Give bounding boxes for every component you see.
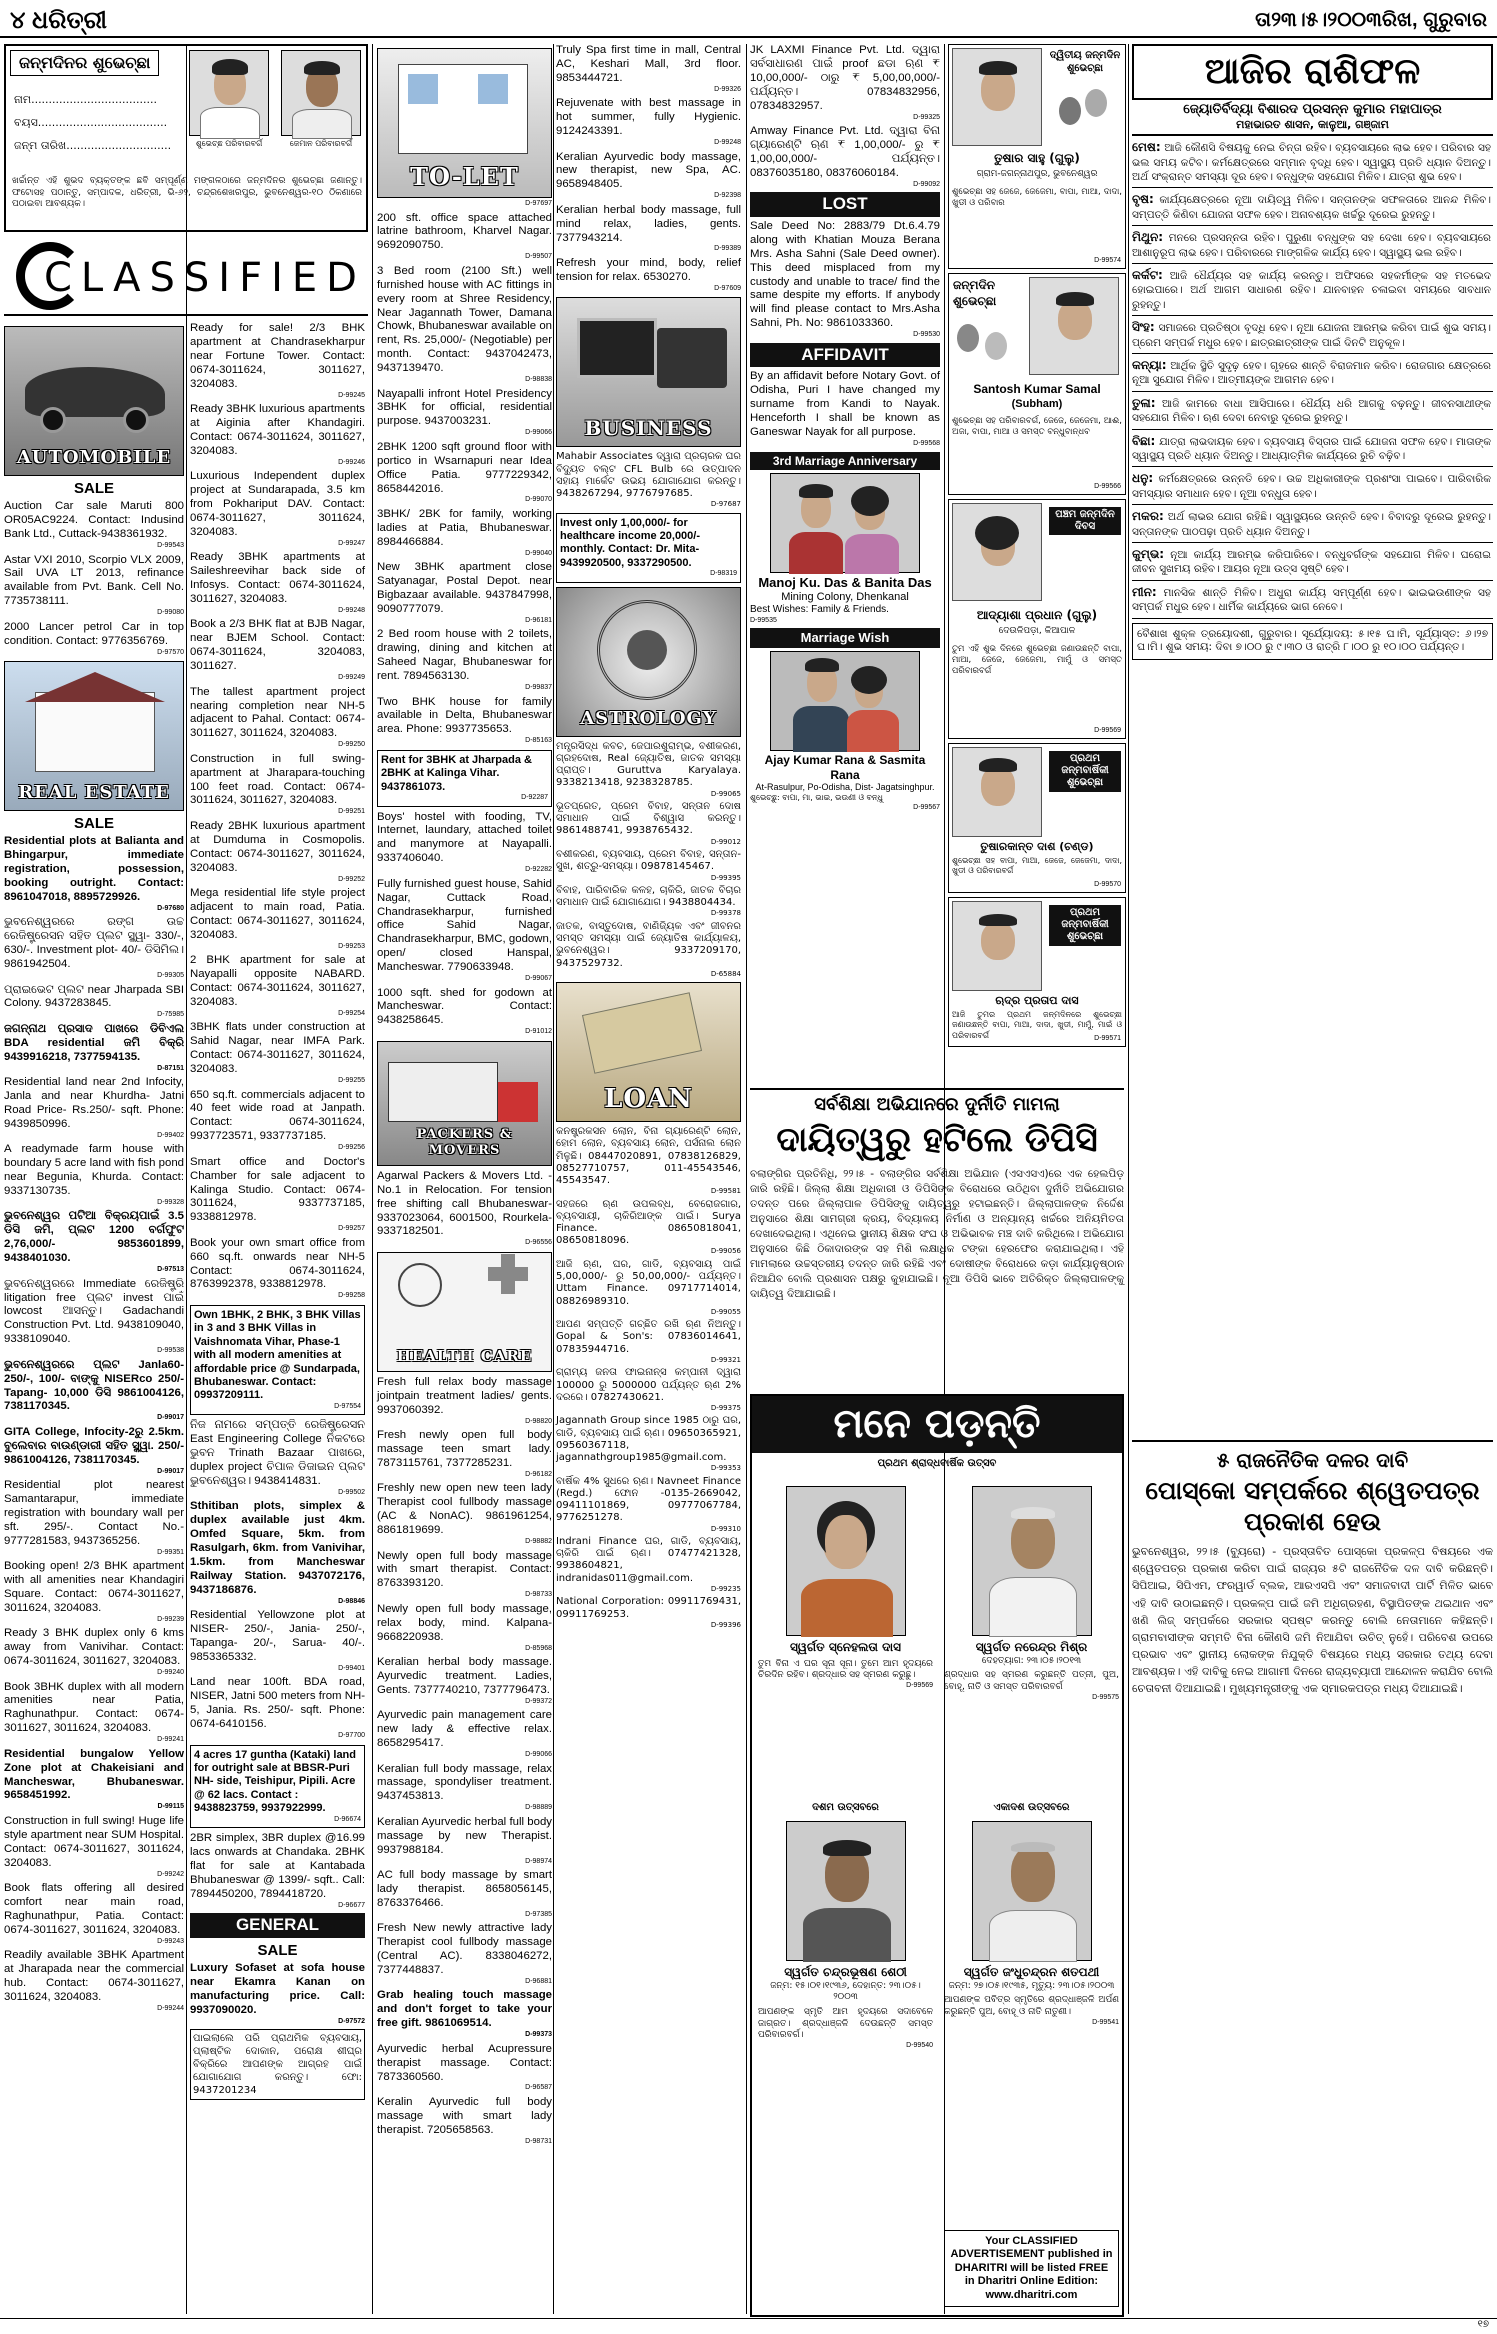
anniversary-code: D-99535 [750, 616, 777, 624]
column-3: TO-LET D-97697 200 sft. office space attached latrine bathroom, Kharvel Nagar. 9692090750. D-99507 3 Bed room (2100 Sft.) well furnished house with AC fittings in every room at Shree Residency, Near Jagannath Tower, Damana Chowk, Bhubaneswar available on rent, Rs. 25,000/- (Negotiable) per month. Contact: 9437042473, 9437139470. D-98838 Nayapalli infront Hotel Presidency 3BHK for official, residential purpose. 9437003231. D-99066 2BHK 1200 sqft ground floor with portico in Wsarnapuri near Idea Office Patia. 9777229342, 8658442016. D-99070 3BHK/ 2BK for family, working ladies at Patia, Bhubaneswar. 8984466884. D-99040 New 3BHK apartment close Satyanagar, Postal Depot. near Bigbazaar available. 9437847998, 9090777079. D-96181 2 Bed room house with 2 toilets, drawing, dining and kitchen at Saheed Nagar, Bhubaneswar for rent. 7894563130. D-99837 Two BHK house for family available in Delta, Bhubaneswar area. Phone: 9937735653. D-85163 Rent for 3BHK at Jharpada & 2BHK at Kalinga Vihar. 9437861073. D-92287 Boys' hostel with fooding, TV, Internet, laundary, attached toilet and manymore at Nayapalli. 9337406040. D-92282 Fully furnished guest house, Sahid Nagar, Cuttack Road, Chandrasekharpur, furnished office Sahid Nagar, Chandrasekharpur, BMC, godown, open/ closed Hanspal, Mancheswar. 7790633948. D-99067 1000 sqft. shed for godown at Mancheswar. Contact: 9438258645. D-91012 PACKERS & MOVERS Agarwal Packers & Movers Ltd. - No.1 in Relocation. For tension free shifting call Bhubaneswar- 9337023064, 6001500, Rourkela- 9337182501. D-96556 HEALTH CARE Fresh full relax body massage jointpain treatment ladies/ gents. 9937060392. D-98820 Fresh newly open full body massage teen smart lady. 7873115761, 7377285231. D-96182 Freshly new open new teen lady Therapist cool fullbody massage (AC & NonAC). 9861961254, 8861819699. D-98882 Newly open full body massage with smart therapist. Contact: 8763393120. D-98733 Newly open full body massage, relax body, mind. Kalpana- 9668220938. D-85968 Keralian herbal body massage. Ayurvedic treatment. Ladies, Gents. 7377740210, 7377796473. D-99372 Ayurvedic pain management care new lady & effective relax. 8658295417. D-99066 Keralian full body massage, relax massage, spondyliser treatment. 9437453813. D-98889 Keralian Ayurvedic herbal full body massage by new Therapist. 9937988184. D-98974 AC full body massage by smart lady therapist. 8658056145, 8763376466. D-97385 Fresh New newly attractive lady Therapist cool fullbody massage (Central AC). 8338046272, 7377448837. D-96881 Grab healing touch massage and don't forget to take your free gift. 9861069514. D-99373 Ayurvedic herbal Acupressure therapist massage. Contact: 7873360560. D-96587 Keralin Ayurvedic full body massage with smart lady therapist. 7205658563. D-98731 [377, 44, 552, 2317]
memorial-person-1: ସ୍ୱର୍ଗତ ସ୍ନେହଲତା ଦାସ ତୁମ ବିନା ଏ ଘର ସୂନା ସୂନା। ତୁମେ ଆମ ହୃଦୟରେ ଚିରଦିନ ରହିବ। ଶ୍ରଦ୍ଧାର ସହ ସ୍ମରଣ କରୁଛୁ। D-99569 [758, 1486, 933, 1776]
news-story-2 [1132, 1440, 1493, 2317]
birthday-form-note: ଖର୍ଚ୍ଚାନ୍ତ ଏହି ଶୁଭଦ ବ୍ୟକ୍ତଙ୍କ ଛବି ସମ୍ପୂର୍ଣ୍ଣ ମଙ୍ଗଳଠାରେ ଜନ୍ମଦିନର ଶୁଭେଚ୍ଛା ଜଣାନ୍ତୁ। ଫଟୋସହ ପଠାନ୍ତୁ, ସମ୍ପାଦକ, ଧରିତ୍ରୀ, ଭି-୬୨, ଚନ୍ଦ୍ରଶେଖରପୁର, ଭୁବନେଶ୍ୱର-୧୦ ଠିକଣାରେ ପଠାଇବା ଆବଶ୍ୟକ। [12, 176, 362, 210]
page-number-masthead: ୪ ଧରିତ୍ରୀ [10, 7, 108, 34]
classified-ad: Smart office and Doctor's Chamber for sale adjacent to Kalinga Studio. Contact: 0674-3011624, 9337737185, 9338812978. D-99257 [190, 1155, 365, 1233]
marriage-wish-names: Ajay Kumar Rana & Sasmita Rana [764, 753, 926, 782]
classified-ad: Fresh newly open full body massage teen smart lady. 7873115761, 7377285231. D-96182 [377, 1429, 552, 1478]
memorial-person-4: ସ୍ୱର୍ଗତ ଜଂଧୁଚନ୍ଦ୍ରନ ଶତପଥୀ ଜନ୍ମ: ୨୭।୦୫।୧୯୩୫, ମୃତ୍ୟୁ: ୨୩।୦୫।୨୦୦୩ ଆପଣଙ୍କ ପବିତ୍ର ସ୍ମୃତିରେ ଶ୍ରଦ୍ଧାଞ୍ଜଳି ଅର୍ପଣ କରୁଛନ୍ତି ପୁଅ, ବୋହୂ ଓ ନାତି ନାତୁଣୀ। D-99541 [944, 1821, 1119, 2121]
column-rule [1128, 44, 1129, 2314]
classified-ad: Residential plots at Balianta and Bhingarpur, immediate registration, possession, booking outright. Contact: 8961047018, 8895729926. D-97680 [4, 835, 184, 912]
classified-ad: Book your own smart office from 660 sq.ft. onwards near NH-5 Contact: 0674-3011624, 8763992378, 9338812978. D-99258 [190, 1236, 365, 1300]
lost-bar: LOST [750, 192, 940, 217]
classified-ad: Amway Finance Pvt. Ltd. ଦ୍ୱାରା ବିନା ଗ୍ୟାରେଣ୍ଟି ଋଣ ₹ 1,00,000/- ରୁ ₹ 1,00,00,000/- ପର୍ଯ୍ୟନ୍ତ। 08376035180, 08376060184. D-99092 [750, 125, 940, 188]
classified-ad: Keralian full body massage, relax massage, spondyliser treatment. 9437453813. D-98889 [377, 1762, 552, 1812]
panjika-box: ବୈଶାଖ ଶୁକ୍ଳ ତ୍ରୟୋଦଶୀ, ଗୁରୁବାର। ସୂର୍ଯ୍ୟୋଦୟ: ୫।୧୫ ଘ।ମି, ସୂର୍ଯ୍ୟାସ୍ତ: ୬।୨୭ ଘ।ମି। ଶୁଭ ସମୟ: ଦିବା ୭।୦୦ ରୁ ୯।୩୦ ଓ ରାତ୍ରି ୮।୦୦ ରୁ ୧୦।୦୦ ପର୍ଯ୍ୟନ୍ତ। [1132, 623, 1493, 660]
classified-ad: Ayurvedic herbal Acupressure therapist massage. Contact: 7873360560. D-96587 [377, 2042, 552, 2092]
classified-ad: 2 BHK apartment for sale at Nayapalli opposite NABARD. Contact: 0674-3011624, 3011627, 3204083. D-99254 [190, 954, 365, 1017]
birthday-form [4, 44, 368, 232]
general-bar: GENERAL [190, 1913, 365, 1938]
birthday-ad-4: ପ୍ରଥମ ଜନ୍ମବାର୍ଷିକୀ ଶୁଭେଚ୍ଛା ତୁଷାରକାନ୍ତ ଦାଶ (ଚଣ୍ଡ) ଶୁଭେଚ୍ଛା ସହ ବାପା, ମାଆ, ଜେଜେ, ଜେଜେମା, ଦାଦା, ଖୁଡୀ ଓ ପରିବାରବର୍ଗ D-99570 [948, 743, 1126, 893]
anniversary-photo [770, 473, 920, 573]
classified-ad: 200 sft. office space attached latrine bathroom, Kharvel Nagar. 9692090750. D-99507 [377, 211, 552, 261]
birthday-form-title: ଜନ୍ମଦିନର ଶୁଭେଚ୍ଛା [10, 50, 159, 76]
horoscope-sign: ମିଥୁନ: ମନରେ ପ୍ରସନ୍ନତା ରହିବ। ପୁରୁଣା ବନ୍ଧୁଙ୍କ ସହ ଦେଖା ହେବ। ବ୍ୟବସାୟରେ ଆଶାନୁରୂପ ଲାଭ ହେବ। ପରିବାରରେ ମାଙ୍ଗଳିକ କାର୍ଯ୍ୟ ହେବ। ସ୍ୱାସ୍ଥ୍ୟ ଭଲ ରହିବ। [1132, 226, 1493, 264]
classified-ad: 2BHK 1200 sqft ground floor with portico in Wsarnapuri near Idea Office Patia. 9777229342, 8658442016. D-99070 [377, 440, 552, 504]
classified-logo-text: CLASSIFIED [44, 255, 366, 301]
general-odia-ad: ପାଇଲାଲେ ପରି ପ୍ରାଥମିକ ବ୍ୟବସାୟ, ପ୍ଲାଷ୍ଟିକ ଦୋକାନ, ପରୋକ୍ଷ ଶୀଘ୍ର ବିକ୍ରିରେ ଆପଣଙ୍କ ଆଗ୍ରହ ପାଇଁ ଯୋଗାଯୋଗ କରନ୍ତୁ। ଫୋ: 9437201234 [190, 2029, 365, 2100]
classified-ad: Residential land near 2nd Infocity, Janla and near Khurdha- Jatni Road Price- Rs.250/- sqft. Phone: 9439850996. D-99402 [4, 1076, 184, 1139]
horoscope-sign: କୁମ୍ଭ: ନୂଆ କାର୍ଯ୍ୟ ଆରମ୍ଭ କରିପାରିବେ। ବନ୍ଧୁବର୍ଗଙ୍କ ସହଯୋଗ ମିଳିବ। ଘରୋଇ ଜୀବନ ସୁଖମୟ ରହିବ। ଆୟର ନୂଆ ଉତ୍ସ ସୃଷ୍ଟି ହେବ। [1132, 543, 1493, 581]
classified-ad: Grab healing touch massage and don't forget to take your free gift. 9861069514. D-99373 [377, 1989, 552, 2039]
classified-ad: 2BR simplex, 3BR duplex @16.99 lacs onwards at Chandaka. 2BHK flat for sale at Kantabada Bhubaneswar @ 1399/- sqft.. Call: 7894450200, 7894418720. D-96677 [190, 1832, 365, 1909]
form-photo-1 [189, 50, 269, 136]
classified-ad: ପ୍ରାଇଭେଟ ପ୍ଲଟ near Jharpada SBI Colony. 9437283845. D-75985 [4, 983, 184, 1019]
classified-ad: 1000 sqft. shed for godown at Mancheswar. Contact: 9438258645. D-91012 [377, 986, 552, 1036]
birthday-ad-1: ଦ୍ୱିତୀୟ ଜନ୍ମଦିନ ଶୁଭେଚ୍ଛା ତୁଷାର ସାହୁ (ଗୁଲୁ) ଗ୍ରାମ-ଜଗନ୍ନାଥପୁର, ଭୁବନେଶ୍ୱର ଶୁଭେଚ୍ଛା ସହ ଜେଜେ, ଜେଜେମା, ବାପା, ମାଆ, ଦାଦା, ଖୁଡୀ ଓ ପରିବାର D-99574 [948, 44, 1126, 269]
marriage-wish-code: D-99567 [913, 803, 940, 811]
news1-body: ବଲାଙ୍ଗିର ପ୍ରତିନିଧି, ୨୨।୫ - ବଲାଙ୍ଗିର ସର୍ବଶିକ୍ଷା ଅଭିଯାନ (ଏସଏସଏ)ରେ ଏକ ହେଲପିଡ଼ ଜାରି ରହିଛି। ଜିଲ୍ଲା ଶିକ୍ଷା ଅଧିକାରୀ ଓ ଡିପିସିଙ୍କ ବିରୋଧରେ ଉଠିଥିବା ଦୁର୍ନୀତି ଅଭିଯୋଗର ତଦନ୍ତ ପରେ ଜିଲ୍ଲାପାଳ ଡିପିସିଙ୍କୁ ଦାୟିତ୍ୱରୁ ହଟାଇଛନ୍ତି। ଜିଲ୍ଲାପାଳଙ୍କ ନିର୍ଦ୍ଦେଶ ଅନୁସାରେ ଶିକ୍ଷା ସାମଗ୍ରୀ କ୍ରୟ, ବିଦ୍ୟାଳୟ ନିର୍ମାଣ ଓ ଅନ୍ୟାନ୍ୟ ଖର୍ଚ୍ଚରେ ଅନିୟମିତତା ଦେଖାଦେଇଥିଲା। ଏଥିନେଇ ସ୍ଥାନୀୟ ଶିକ୍ଷକ ସଂଘ ଓ ଅଭିଭାବକ ମଞ୍ଚ ଦାବି କରିଥିଲେ। ଅଭିଯୋଗ ଅନୁସାରେ କିଛି ଠିକାଦାରଙ୍କ ସହ ମିଶି ଲକ୍ଷାଧିକ ଟଙ୍କା ହେରଫେର କରାଯାଇଥିଲା। ଏହି ମାମଲାରେ ଉଚ୍ଚସ୍ତରୀୟ ତଦନ୍ତ ଜାରି ରହିଛି ଏବଂ ଦୋଷୀଙ୍କ ବିରୋଧରେ କଡ଼ା କାର୍ଯ୍ୟାନୁଷ୍ଠାନ ନିଆଯିବ ବୋଲି ପ୍ରଶାସନ ପକ୍ଷରୁ କୁହାଯାଇଛି। ନୂଆ ଡିପିସି ଭାବେ ଅତିରିକ୍ତ ଜିଲ୍ଲାପାଳଙ୍କୁ ଦାୟିତ୍ୱ ଦିଆଯାଇଛି। [750, 1168, 1124, 1300]
horoscope-byline: ଜ୍ୟୋତିର୍ବିଦ୍ୟା ବିଶାରଦ ପ୍ରସନ୍ନ କୁମାର ମହାପାତ୍ର ମହାଭାରତ ଶାସନ, କାଳୁଆ, ଗଞ୍ଜାମ [1132, 102, 1493, 136]
classified-ad: Residential plot nearest Samantarapur, immediate registration with boundary wall per sft. 295/-. Contact No.- 9777281583, 9437365256. D-99351 [4, 1479, 184, 1556]
classified-ad: GITA College, Infocity-2ରୁ 2.5km. ବୁଲେବାର ବାଉଣ୍ଡାରୀ ସହିତ ସ୍କ୍ୱା. 250/- 9861004126, 7381170345. D-99017 [4, 1425, 184, 1475]
classified-ad: ନିଜ ନାମରେ ସମ୍ପତ୍ତି ରେଜିଷ୍ଟ୍ରେସନ East Engineering College ନିକଟରେ ଭୁବନ Trinath Bazaar ପାଖରେ, duplex project ଚିପାଳ ଡିଜାଇନ ପ୍ଲଟ ଭୁବନେଶ୍ୱର। 9438414831. D-99502 [190, 1419, 365, 1496]
column-rule [372, 44, 373, 2314]
classified-ad: Two BHK house for family available in Delta, Bhubaneswar area. Phone: 9937735653. D-85163 [377, 695, 552, 745]
astrology-banner [556, 587, 741, 737]
general-sale-heading: SALE [257, 1941, 298, 1959]
packers-label: PACKERS & MOVERS [416, 1127, 513, 1158]
classified-ad: Rejuvenate with best massage in hot summer, fully Hygienic. 9124243391. D-99248 [556, 97, 741, 146]
to-let-label: TO-LET [410, 161, 519, 191]
classified-ad: A readymade farm house with boundary 5 acre land with fish pond near Begunia, Khurda. Contact: 9337130735. D-99328 [4, 1143, 184, 1206]
form-photo-2 [281, 50, 361, 136]
column-5 [750, 44, 940, 1084]
news-story-1 [750, 1088, 1124, 1388]
classified-ad: Book flats offering all desired comfort near main road, Raghunathpur, Patia. Contact: 0674-3011627, 3011624, 3204083. D-99243 [4, 1882, 184, 1945]
horoscope-sign: ତୁଳା: ଆଜି କାମରେ ବାଧା ଆସିପାରେ। ଧୈର୍ଯ୍ୟ ଧରି ଆଗକୁ ବଢ଼ନ୍ତୁ। ଜୀବନସାଥୀଙ୍କ ସହଯୋଗ ମିଳିବ। ଋଣ ଦେବା ନେବାରୁ ଦୂରେଇ ରୁହନ୍ତୁ। [1132, 392, 1493, 430]
classified-ad: 650 sq.ft. commercials adjacent to 40 feet wide road at Janpath. Contact: 0674-3011624, 9937723571, 9337737185. D-99256 [190, 1088, 365, 1152]
real-estate-banner [4, 661, 184, 811]
classified-ad: Booking open! 2/3 BHK apartment with all amenities near Khandagiri Square. Contact: 0674-3011627, 3011624, 3204083. D-99239 [4, 1560, 184, 1623]
news2-body: ଭୁବନେଶ୍ୱର, ୨୨।୫ (ବ୍ୟୁରୋ) - ପ୍ରସ୍ତାବିତ ପୋସ୍କୋ ପ୍ରକଳ୍ପ ବିଷୟରେ ଏକ ଶ୍ୱେତପତ୍ର ପ୍ରକାଶ କରିବା ପାଇଁ ରାଜ୍ୟର ୫ଟି ରାଜନୈତିକ ଦଳ ଦାବି କରିଛନ୍ତି। ସିପିଆଇ, ସିପିଏମ, ଫରୱାର୍ଡ ବ୍ଲକ, ଆରଏସପି ଏବଂ ସମାଜବାଦୀ ପାର୍ଟି ମିଳିତ ଭାବେ ଏହି ଦାବି ଉଠାଇଛନ୍ତି। ପ୍ରକଳ୍ପ ପାଇଁ ଜମି ଅଧିଗ୍ରହଣ, ବିସ୍ଥାପିତଙ୍କ ଥଇଥାନ ଏବଂ ଖଣି ଲିଜ୍ ସମ୍ପର୍କରେ ସରକାର ସ୍ପଷ୍ଟ କରନ୍ତୁ ବୋଲି ନେତାମାନେ କହିଛନ୍ତି। ଗ୍ରାମବାସୀଙ୍କ ସମ୍ମତି ବିନା କୌଣସି ଜମି ନିଆଯିବା ଉଚିତ୍ ନୁହେଁ। ପରିବେଶ ଉପରେ ପ୍ରଭାବ ଏବଂ ସ୍ଥାନୀୟ ଲୋକଙ୍କ ନିଯୁକ୍ତି ବିଷୟରେ ମଧ୍ୟ ସରକାର ତଥ୍ୟ ଦେବା ଆବଶ୍ୟକ। ଏହି ଦାବିକୁ ନେଇ ଆଗାମୀ ଦିନରେ ରାଜ୍ୟବ୍ୟାପୀ ଆନ୍ଦୋଳନ କରାଯିବ ବୋଲି ଚେତାବନୀ ଦିଆଯାଇଛି। ମୁଖ୍ୟମନ୍ତ୍ରୀଙ୍କୁ ଏକ ସ୍ମାରକପତ୍ର ମଧ୍ୟ ଦିଆଯାଇଛି। [1132, 1545, 1493, 1695]
classified-ad: Ready 3BHK luxurious apartments at Aiginia after Khandagiri. Contact: 0674-3011624, 3011627, 3204083. D-99246 [190, 403, 365, 466]
classified-ad: Truly Spa first time in mall, Central AC, Keshari Mall, 3rd floor. 9853444721. D-99326 [556, 44, 741, 93]
classified-ad: Agarwal Packers & Movers Ltd. - No.1 in Relocation. For tension free shifting call Bhubaneswar- 9337023064, 6001500, Rourkela- 9337182501. D-96556 [377, 1169, 552, 1247]
classified-ad: Mahabir Associates ଦ୍ୱାରା ପ୍ରଚାରକ ଘର ବିଦ୍ୟୁତ ବଲ୍ଟ CFL Bulb ରେ ଉତ୍ପାଦନ ସହାୟ ମାର୍କେଟ ଉଭୟ ଯୋଗାଯୋଗ କରନ୍ତୁ। 9438267294, 9776797685. D-97687 [556, 451, 741, 509]
anniversary-names: Manoj Ku. Das & Banita Das [758, 575, 932, 591]
horoscope-sign: କର୍କଟ: ଆଜି ଧୈର୍ଯ୍ୟର ସହ କାର୍ଯ୍ୟ କରନ୍ତୁ। ଅଫିସରେ ସହକର୍ମୀଙ୍କ ସହ ମତଭେଦ ହୋଇପାରେ। ଅର୍ଥ ଆଗମ ସାଧାରଣ ରହିବ। ଯାନବାହନ ଚଳାଇବା ସମୟରେ ସାବଧାନ ରୁହନ୍ତୁ। [1132, 264, 1493, 316]
health-banner [377, 1252, 552, 1372]
column-rule [553, 44, 554, 2314]
memorial-person-3: ସ୍ୱର୍ଗତ ଚନ୍ଦ୍ରଭୂଷଣ ଶେଠୀ ଜନ୍ମ: ୧୫।୦୧।୧୯୩୬, ଦେହାନ୍ତ: ୨୩।୦୫।୨୦୦୩ ଆପଣଙ୍କ ସ୍ମୃତି ଆମ ହୃଦୟରେ ସଦାବେଳେ ଜାଗ୍ରତ। ଶ୍ରଦ୍ଧାଞ୍ଜଳି ଦେଉଛନ୍ତି ସମସ୍ତ ପରିବାରବର୍ଗ। D-99540 [758, 1821, 933, 2121]
news1-headline: ଦାୟିତ୍ୱରୁ ହଟିଲେ ଡିପିସି [776, 1119, 1098, 1160]
classified-ad: Keralian herbal body massage, full mind relax, ladies, gents. 7377943214. D-99389 [556, 203, 741, 253]
column-4 [556, 44, 741, 1629]
anniversary-bar: 3rd Marriage Anniversary [750, 452, 940, 471]
classified-ad: Luxurious Independent duplex project at Sundarapada, 3.5 km from Pokhariput DAV. Contact: 0674-3011627, 3011624, 3204083. D-99247 [190, 470, 365, 547]
horoscope-sign: ମୀନ: ମାନସିକ ଶାନ୍ତି ମିଳିବ। ଅଧୁରା କାର୍ଯ୍ୟ ସମ୍ପୂର୍ଣ୍ଣ ହେବ। ଭାଇଭଉଣୀଙ୍କ ସହ ସମ୍ପର୍କ ମଧୁର ହେବ। ଧାର୍ମିକ କାର୍ଯ୍ୟରେ ଭାଗ ନେବେ। [1132, 581, 1493, 619]
birthday-ad-3: ପଞ୍ଚମ ଜନ୍ମଦିନ ଦିବସ ଆଦ୍ୟାଶା ପ୍ରଧାନ (ଗୁଲୁ) ଦେଉଳିପଡ଼ା, କିଆପାଳ ତୁମ ଏହି ଶୁଭ ଦିନରେ ଶୁଭେଚ୍ଛା ଜଣାଉଛନ୍ତି ବାପା, ମାଆ, ଜେଜେ, ଜେଜେମା, ମାମୁଁ ଓ ସମସ୍ତ ପରିବାରବର୍ଗ D-99569 [948, 499, 1126, 739]
classified-ad: Mega residential life style project adjacent to main road, Patia. Contact: 0674-3011627, 3011624, 3204083. D-99253 [190, 887, 365, 950]
invest-box-ad: Invest only 1,00,000/- for healthcare income 20,000/- monthly. Contact: Dr. Mita- 9439920500, 9337290500. D-98319 [556, 513, 741, 583]
form-field-age[interactable]: ବୟସ..................................... [14, 116, 168, 130]
birthday-ad-2: ଜନ୍ମଦିନ ଶୁଭେଚ୍ଛା Santosh Kumar Samal (Subham) ଶୁଭେଚ୍ଛା ସହ ପରିବାରବର୍ଗ, ଜେଜେ, ଜେଜେମା, ଆଈ, ଅଜା, ବାପା, ମାଆ ଓ ସମସ୍ତ ବନ୍ଧୁବାନ୍ଧବ D-99566 [948, 273, 1126, 495]
classified-ad: Keralin Ayurvedic full body massage with smart lady therapist. 7205658563. D-98731 [377, 2095, 552, 2145]
classified-ad: ବାର୍ଷିକ 4% ସୁଧରେ ଋଣ। Navneet Finance (Regd.) ଫୋନ -0135-2669042, 09411101869, 09777067784, 9776251278. D-99310 [556, 1475, 741, 1533]
classified-logo [4, 238, 368, 316]
classified-ad: Readily available 3BHK Apartment at Jharapada near the commercial hub. Contact: 0674-3011627, 3011624, 3204083. D-99244 [4, 1949, 184, 2012]
form-photo-2-caption: ଜେମାନ ପରିବାରବର୍ଗ [289, 139, 353, 148]
anniversary-place: Mining Colony, Dhenkanal [781, 591, 909, 604]
sale-heading: SALE [73, 480, 114, 497]
horoscope-sign: ଧନୁ: କର୍ମକ୍ଷେତ୍ରରେ ଉନ୍ନତି ହେବ। ଉଚ୍ଚ ଅଧିକାରୀଙ୍କ ପ୍ରଶଂସା ପାଇବେ। ପାରିବାରିକ ସମସ୍ୟାର ସମାଧାନ ହେବ। ନୂଆ ବନ୍ଧୁତା ହେବ। [1132, 467, 1493, 505]
classified-ad: Book a 2/3 BHK flat at BJB Nagar, near BJEM School. Contact: 0674-3011624, 3204083, 3011627. D-99249 [190, 618, 365, 682]
classified-ad: Ready 2BHK luxurious apartment at Dumduma in Cosmopolis. Contact: 0674-3011627, 3011624, 3204083. D-99252 [190, 819, 365, 883]
horoscope-sign: କନ୍ୟା: ଆର୍ଥିକ ସ୍ଥିତି ସୁଦୃଢ଼ ହେବ। ଗୃହରେ ଶାନ୍ତି ବିରାଜମାନ କରିବ। ରୋଜଗାର କ୍ଷେତ୍ରରେ ନୂଆ ସୁଯୋଗ ମିଳିବ। ଆତ୍ମୀୟଙ୍କ ଆଗମନ ହେବ। [1132, 354, 1493, 392]
classified-ad: କନଷ୍ଟ୍ରକସନ ଲୋନ, ବିନା ଗ୍ୟାରେଣ୍ଟି ଲୋନ, ହୋମ ଲୋନ, ବ୍ୟବସାୟ ଲୋନ, ପର୍ସନାଲ ଲୋନ ମିଳୁଛି। 08447020891, 07838126829, 08527710757, 011-45543546, 45543547. D-99581 [556, 1126, 741, 1196]
classified-ad: 3BHK/ 2BK for family, working ladies at Patia, Bhubaneswar. 8984466884. D-99040 [377, 507, 552, 557]
automobile-banner [4, 326, 184, 476]
classified-ad: Fresh full relax body massage jointpain treatment ladies/ gents. 9937060392. D-98820 [377, 1375, 552, 1425]
classified-ad: ଭୁବନେଶ୍ୱରରେ ରଙ୍ଗ ଉଚ୍ଚ ରେଜିଷ୍ଟ୍ରେସନ ସହିତ ପ୍ଲଟ ସ୍କ୍ୱା- 330/-, 630/-. Investment plot- 40/- ଡିସିମିଲ। 9861942504. D-99305 [4, 916, 184, 980]
marriage-wish-wishers: ଶୁଭେଚ୍ଛୁ: ବାପା, ମା, ଭାଇ, ଭଉଣୀ ଓ ବନ୍ଧୁ [750, 793, 883, 803]
classified-ad: ଗ୍ରାମ୍ୟ ଜନତା ଫାଇନାନ୍ସ କମ୍ପାନୀ ଦ୍ୱାରା 100000 ରୁ 5000000 ପର୍ଯ୍ୟନ୍ତ ଋଣ 2% ଦରରେ। 07827430621. D-99375 [556, 1367, 741, 1412]
real-estate-label: REAL ESTATE [18, 782, 170, 804]
classified-ad: ଆଜି ଋଣ, ଘର, ଗାଡି, ବ୍ୟବସାୟ ପାଇଁ 5,00,000/- ରୁ 50,00,000/- ପର୍ଯ୍ୟନ୍ତ। Uttam Finance. 09717714014, 08826989310. D-99055 [556, 1259, 741, 1316]
classified-ad: Freshly new open new teen lady Therapist cool fullbody massage (AC & NonAC). 9861961254, 8861819699. D-98882 [377, 1482, 552, 1545]
classified-ad: ଭୁବନେଶ୍ୱରରେ Immediate ରେଜିଷ୍ଟ୍ରି litigation free ପ୍ଲଟ invest ପାଇଁ lowcost ଆସନ୍ତୁ। Gadachandi Construction Pvt. Ltd. 9438109040, 9338109040. D-99538 [4, 1277, 184, 1355]
memorial-title: ମନେ ପଡ଼ନ୍ତି [752, 1396, 1122, 1453]
loan-label: LOAN [604, 1083, 693, 1114]
business-label: BUSINESS [584, 415, 713, 440]
classified-ad: ଜଗନ୍ନାଥ ପ୍ରସାଦ ପାଖରେ ଡିବିଏଲ BDA residential ଜମି ବିକ୍ରି 9439916218, 7377594135. D-87151 [4, 1022, 184, 1072]
horoscope-sign: ବିଛା: ଯାତ୍ରା ଲାଭଦାୟକ ହେବ। ବ୍ୟବସାୟ ବିସ୍ତାର ପାଇଁ ଯୋଜନା ସଫଳ ହେବ। ମାତାଙ୍କ ସ୍ୱାସ୍ଥ୍ୟ ପ୍ରତି ଧ୍ୟାନ ଦିଅନ୍ତୁ। ଆଧ୍ୟାତ୍ମିକ କାର୍ଯ୍ୟରେ ରୁଚି ବଢ଼ିବ। [1132, 430, 1493, 468]
classified-ad: ସହଜରେ ଋଣ ଉପଲବ୍ଧ, ବେରୋଜଗାର, ବ୍ୟବସାୟୀ, ଚାକିରିଆଙ୍କ ପାଇଁ। Surya Finance. 08650818041, 08650818096. D-99056 [556, 1198, 741, 1256]
horoscope-sign: ମେଷ: ଆଜି କୌଣସି ବିଷୟକୁ ନେଇ ଚିନ୍ତା ରହିବ। ବ୍ୟବସାୟରେ ଲାଭ ହେବ। ପରିବାର ସହ ଭଲ ସମୟ କଟିବ। କର୍ମକ୍ଷେତ୍ରରେ ସମ୍ମାନ ବୃଦ୍ଧି ହେବ। ସ୍ୱାସ୍ଥ୍ୟ ପ୍ରତି ଧ୍ୟାନ ଦିଅନ୍ତୁ। ଅର୍ଥ ସଂକ୍ରାନ୍ତ ସମସ୍ୟା ଦୂର ହେବ। ବନ୍ଧୁଙ୍କ ସହଯୋଗ ମିଳିବ। ଯାତ୍ରା ଶୁଭ ହେବ। [1132, 136, 1493, 188]
page-header [0, 0, 1497, 38]
horoscope-title: ଆଜିର ରାଶିଫଳ [1132, 44, 1493, 100]
lost-ad: Sale Deed No: 2883/79 Dt.6.4.79 along with Khatian Mouza Berana Mrs. Asha Sahni (Sale Deed owner). This deed misplaced from my custody and unable to trace/ find the same despite my efforts. If anybody will find please contact to Mrs.Asha Sahni, Ph. No: 9861033360. D-99530 [750, 219, 940, 339]
column-6 [948, 44, 1126, 1084]
classified-ad: 3 Bed room (2100 Sft.) well furnished house with AC fittings in every room at Shree Residency, Near Jagannath Tower, Damana Chowk, Bhubaneswar available on rent, Rs. 25,000/- (Negotiable) per month. Contact: 9437042473, 9437139470. D-98838 [377, 264, 552, 384]
classified-ad: ଭୁବନେଶ୍ୱର ପଟିଆ ବିକ୍ରୟପାଇଁ 3.5 ଡିସି ଜମି, ପ୍ଲଟ 1200 ବର୍ଗଫୁଟ 2,76,000/- 9853601899, 9438401030. D-97513 [4, 1210, 184, 1274]
classified-ad: Keralian herbal body massage. Ayurvedic treatment. Ladies, Gents. 7377740210, 7377796473. D-99372 [377, 1656, 552, 1705]
column-rule [746, 44, 747, 2314]
date-line: ତା୨୩।୫।୨୦୦୩ରିଖ, ଗୁରୁବାର [1255, 9, 1487, 31]
classified-ad: Construction in full swing! Huge life style apartment near SUM Hospital. Contact: 0674-3011627, 3011624, 3204083. D-99242 [4, 1814, 184, 1878]
classified-ad: Ready 3BHK apartments at Saileshreevihar back side of Infosys. Contact: 0674-3011624, 3011627, 3204083. D-99248 [190, 551, 365, 614]
classified-ad: The tallest apartment project nearing completion near NH-5 adjacent to Pahal. Contact: 0674-3011627, 3011624, 3204083. D-99250 [190, 685, 365, 749]
classified-ad: ଜାତକ, ବାସ୍ତୁଦୋଷ, ବାଣିଜ୍ୟିକ ଏବଂ ଜୀବନର ସମସ୍ତ ସମସ୍ୟା ପାଇଁ ଜ୍ୟୋତିଷ କାର୍ଯ୍ୟାଳୟ, ଭୁବନେଶ୍ୱର। 9337209170, 9437529732. D-65884 [556, 920, 741, 978]
classified-ad: Newly open full body massage, relax body, mind. Kalpana- 9668220938. D-85968 [377, 1602, 552, 1652]
classified-ad: National Corporation: 09911769431, 09911769253. D-99396 [556, 1596, 741, 1629]
classified-ad: Boys' hostel with fooding, TV, Internet, laundary, attached toilet and manymore at Nayapalli. 9337406040. D-92282 [377, 810, 552, 874]
health-label: HEALTH CARE [396, 1346, 533, 1365]
classified-ad: Ready for sale! 2/3 BHK apartment at Chandrasekharpur near Fortune Tower. Contact: 0674-3011624, 3011627, 3204083. D-99245 [190, 322, 365, 399]
villa-box-ad: Own 1BHK, 2 BHK, 3 BHK Villas in 3 and 3 BHK Villas in Vaishnomata Vihar, Phase-1 with all modern amenities at affordable price @ Sundarpada, Bhubaneswar. Contact: 09937209111. D-97554 [190, 1305, 365, 1415]
classified-ad: Sthitiban plots, simplex & duplex available just 4km. Omfed Square, 5km. from Rasulgarh, 6km. from Vanivihar, 1.5km. from Mancheswar Railway Station. 9437072176, 9437186876. D-98846 [190, 1500, 365, 1605]
memorial-person-2: ସ୍ୱର୍ଗତ ନରେନ୍ଦ୍ର ମିଶ୍ର ଦେହତ୍ୟାଗ: ୨୩।୦୫।୨୦୧୩ ଶ୍ରଦ୍ଧାର ସହ ସ୍ମରଣ କରୁଛନ୍ତି ପତ୍ନୀ, ପୁଅ, ବୋହୂ, ନାତି ଓ ସମସ୍ତ ପରିବାରବର୍ଗ D-99575 [944, 1486, 1119, 1776]
classified-ad: Newly open full body massage with smart therapist. Contact: 8763393120. D-98733 [377, 1549, 552, 1599]
classified-ad: Refresh your mind, body, relief tension for relax. 6530270. D-97609 [556, 257, 741, 292]
loan-banner [556, 982, 741, 1122]
classified-ad: Fresh New newly attractive lady Therapist cool fullbody massage (Central AC). 8338046272, 7377448837. D-96881 [377, 1922, 552, 1985]
birthday-ad-5: ପ୍ରଥମ ଜନ୍ମବାର୍ଷିକୀ ଶୁଭେଚ୍ଛା ଋଦ୍ର ପ୍ରତାପ ଦାସ ଆଜି ତୁମର ପ୍ରଥମ ଜନ୍ମଦିନରେ ଶୁଭେଚ୍ଛା ଜଣାଉଛନ୍ତି ବାପା, ମାଆ, ଦାଦା, ଖୁଡୀ, ମାମୁଁ, ମାଇଁ ଓ ପରିବାରବର୍ଗ D-99571 [948, 897, 1126, 1047]
page-footer [0, 2318, 1497, 2334]
classified-ad: 2 Bed room house with 2 toilets, drawing, dining and kitchen at Saheed Nagar, Bhubaneswar for rent. 7894563130. D-99837 [377, 628, 552, 691]
astrology-label: ASTROLOGY [580, 707, 717, 729]
classified-ad: New 3BHK apartment close Satyanagar, Postal Depot. near Bigbazaar available. 9437847998, 9090777079. D-96181 [377, 561, 552, 624]
classified-ad: ଭୂତପ୍ରେତ, ପ୍ରେମ ବିବାହ, ସନ୍ତାନ ଦୋଷ ସମାଧାନ ପାଇଁ ବିଶ୍ୱାସ କରନ୍ତୁ। 9861488741, 9938765432. D-99012 [556, 801, 741, 846]
to-let-banner [377, 48, 552, 198]
horoscope-sign: ସିଂହ: ସମାଜରେ ପ୍ରତିଷ୍ଠା ବୃଦ୍ଧି ହେବ। ନୂଆ ଯୋଜନା ଆରମ୍ଭ କରିବା ପାଇଁ ଶୁଭ ସମୟ। ପ୍ରେମ ସମ୍ପର୍କ ମଧୁର ହେବ। ଛାତ୍ରଛାତ୍ରୀଙ୍କ ପାଇଁ ଦିନଟି ଅନୁକୂଳ। [1132, 316, 1493, 354]
classified-ad: 2000 Lancer petrol Car in top condition. Contact: 9776356769. D-97570 [4, 620, 184, 656]
classified-ad: Construction in full swing-apartment at Jharapara-touching 100 feet road. Contact: 0674-3011624, 3011627, 3204083. D-99251 [190, 752, 365, 816]
marriage-wish-photo [770, 651, 920, 751]
affidavit-bar: AFFIDAVIT [750, 343, 940, 368]
classified-ad: ଆପଣ ସମ୍ପତ୍ତି ଗଚ୍ଛିତ ରଖି ଋଣ ନିଅନ୍ତୁ। Gopal & Son's: 07836014641, 07835944716. D-99321 [556, 1319, 741, 1364]
classified-ad: Ready 3 BHK duplex only 6 kms away from Vanivihar. Contact: 0674-3011624, 3011627, 3204083. D-99240 [4, 1627, 184, 1677]
business-banner [556, 297, 741, 447]
classified-ad: ବିବାହ, ପାରିବାରିକ କଳହ, ଚାକିରି, ଜାତକ ବିଚାର ସମାଧାନ ପାଇଁ ଯୋଗାଯୋଗ। 9438804434. D-99378 [556, 885, 741, 918]
form-photo-1-caption: ଶୁଭେଚ୍ଛ ପରିବାରବର୍ଗ [195, 139, 263, 148]
classified-ad: ମନ୍ତ୍ରସିଦ୍ଧ କବଚ, ଜେପାରଶୁରାମ୍ଭ, ବଶୀକରଣ, ଗ୍ରହଦୋଷ, Real ଜ୍ୟୋତିଷ, ଜାତକ ସମସ୍ୟା ପ୍ରାପ୍ତ। Guruttva Karyalaya. 9338213418, 9238328785. D-99065 [556, 740, 741, 798]
horoscope-sign: ମକର: ଅର୍ଥ ଲାଭର ଯୋଗ ରହିଛି। ସ୍ୱାସ୍ଥ୍ୟରେ ଉନ୍ନତି ହେବ। ବିବାଦରୁ ଦୂରେଇ ରୁହନ୍ତୁ। ସନ୍ତାନଙ୍କ ପାଠପଢ଼ା ପ୍ରତି ଧ୍ୟାନ ଦିଅନ୍ତୁ। [1132, 505, 1493, 543]
classified-ad: Keralian Ayurvedic herbal full body massage by new Therapist. 9937988184. D-98974 [377, 1815, 552, 1865]
affidavit-ad: By an affidavit before Notary Govt. of Odisha, Puri I have changed my surname from Kandi to Nayak. Henceforth I shall be known as Ganeswar Nayak for all purpose. D-99568 [750, 370, 940, 447]
column-2 [190, 322, 365, 2317]
marriage-wish-bar: Marriage Wish [750, 628, 940, 648]
form-field-dob[interactable]: ଜନ୍ମ ତାରିଖ.............................. [14, 139, 172, 153]
classified-ad: Jagannath Group since 1985 ଠାରୁ ଘର, ଗାଡି, ବ୍ୟବସାୟ ପାଇଁ ଋଣ। 09650365921, 09560367118, jagannathgroup1985@gmail.com. D-99353 [556, 1415, 741, 1473]
classified-ad: Nayapalli infront Hotel Presidency 3BHK for official, residential purpose. 9437003231. D-99066 [377, 387, 552, 437]
folio: ୧୭ [1477, 2319, 1489, 2330]
rent-box-ad: Rent for 3BHK at Jharpada & 2BHK at Kalinga Vihar. 9437861073. D-92287 [377, 750, 552, 807]
packers-banner [377, 1041, 552, 1166]
classified-ad: Residential bungalow Yellow Zone plot at Chakeisiani and Mancheswar, Bhubaneswar. 9658451992. D-99115 [4, 1747, 184, 1811]
memorial-section: ମନେ ପଡ଼ନ୍ତି ପ୍ରଥମ ଶ୍ରାଦ୍ଧବାର୍ଷିକ ଉତ୍ସବ ସ୍ୱର୍ଗତ ସ୍ନେହଲତା ଦାସ ତୁମ ବିନା ଏ ଘର ସୂନା ସୂନା। ତୁମେ ଆମ ହୃଦୟରେ ଚିରଦିନ ରହିବ। ଶ୍ରଦ୍ଧାର ସହ ସ୍ମରଣ କରୁଛୁ। D-99569 ସ୍ୱର୍ଗତ ନରେନ୍ଦ୍ର ମିଶ୍ର ଦେହତ୍ୟାଗ: ୨୩।୦୫।୨୦୧୩ ଶ୍ରଦ୍ଧାର ସହ ସ୍ମରଣ କରୁଛନ୍ତି ପତ୍ନୀ, ପୁଅ, ବୋହୂ, ନାତି ଓ ସମସ୍ତ ପରିବାରବର୍ଗ D-99575 ଦଶମ ଉତ୍ସବରେ ଏକାଦଶ ଉତ୍ସବରେ ସ୍ୱର୍ଗତ ଚନ୍ଦ୍ରଭୂଷଣ ଶେଠୀ ଜନ୍ମ: ୧୫।୦୧।୧୯୩୬, ଦେହାନ୍ତ: ୨୩।୦୫।୨୦୦୩ ଆପଣଙ୍କ ସ୍ମୃତି ଆମ ହୃଦୟରେ ସଦାବେଳେ ଜାଗ୍ରତ। ଶ୍ରଦ୍ଧାଞ୍ଜଳି ଦେଉଛନ୍ତି ସମସ୍ତ ପରିବାରବର୍ଗ। D-99540 ସ୍ୱର୍ଗତ ଜଂଧୁଚନ୍ଦ୍ରନ ଶତପଥୀ ଜନ୍ମ: ୨୭।୦୫।୧୯୩୫, ମୃତ୍ୟୁ: ୨୩।୦୫।୨୦୦୩ ଆପଣଙ୍କ ପବିତ୍ର ସ୍ମୃତିରେ ଶ୍ରଦ୍ଧାଞ୍ଜଳି ଅର୍ପଣ କରୁଛନ୍ତି ପୁଅ, ବୋହୂ ଓ ନାତି ନାତୁଣୀ। D-99541 Your CLASSIFIED ADVERTISEMENT published in DHARITRI will be listed FREE in Dharitri Online Edition: www.dharitri.com [750, 1394, 1124, 2317]
horoscope-column [1132, 44, 1493, 1424]
news2-headline: ପୋସ୍କୋ ସମ୍ପର୍କରେ ଶ୍ୱେତପତ୍ର ପ୍ରକାଶ ହେଉ [1145, 1476, 1480, 1536]
news1-kicker: ସର୍ବଶିକ୍ଷା ଅଭିଯାନରେ ଦୁର୍ନୀତି ମାମଲା [750, 1088, 1124, 1116]
anniversary-wishers: Best Wishes: Family & Friends. [750, 604, 889, 616]
classified-ad: Residential Yellowzone plot at NISER- 250/-, Jania- 250/-, Tapanga- 20/-, Sarua- 40/-. 9853365332. D-99401 [190, 1609, 365, 1672]
column-rule [186, 44, 187, 2314]
classified-ad: AC full body massage by smart lady therapist. 8658056145, 8763376466. D-97385 [377, 1869, 552, 1918]
classified-ad: Land near 100ft. BDA road, NISER, Jatni 500 meters from NH-5, Jania. Rs. 250/- sqft. Phone: 0674-6410156. D-97700 [190, 1676, 365, 1739]
classified-ad: 3BHK flats under construction at Sahid Nagar, near IMFA Park. Contact: 0674-3011627, 3011624, 3204083. D-99255 [190, 1021, 365, 1084]
classified-ad: Fully furnished guest house, Sahid Nagar, Cuttack Road, Chandrasekharpur, furnished office Sahid Nagar, Chandrasekharpur, BMC, godown, open/ closed Hanspal, Mancheswar. 7790633948. D-99067 [377, 877, 552, 983]
classified-ad: Keralian Ayurvedic body massage, new therapist, new Spa, AC. 9658948405. D-92398 [556, 150, 741, 200]
free-listing-note: Your CLASSIFIED ADVERTISEMENT published in DHARITRI will be listed FREE in Dharitri Online Edition: www.dharitri.com [944, 2230, 1119, 2307]
classified-ad: ବଶୀକରଣ, ବ୍ୟବସାୟ, ପ୍ରେମ ବିବାହ, ସନ୍ତାନ-ସୁଖ, ଶତ୍ରୁ-ସମସ୍ୟା। 09878145467. D-99395 [556, 849, 741, 882]
classified-ad: Book 3BHK duplex with all modern amenities near Patia, Raghunathpur. Contact: 0674-3011627, 3011624, 3204083. D-99241 [4, 1680, 184, 1744]
classified-ad: Ayurvedic pain management care new lady & effective relax. 8658295417. D-99066 [377, 1709, 552, 1758]
news2-kicker: ୫ ରାଜନୈତିକ ଦଳର ଦାବି [1216, 1448, 1409, 1472]
classified-ad: Astar VXI 2010, Scorpio VLX 2009, Sail UVA LT 2013, refinance available from Pvt. Bank. Cell No. 7735738111. D-99080 [4, 553, 184, 617]
classified-ad: ଭୁବନେଶ୍ୱରରେ ପ୍ଲଟ Janla60- 250/-, 100/- ବାଙ୍କୁ NISERco 250/- Tapang- 10,000 ଡିସି 9861004126, 7381170345. D-99017 [4, 1358, 184, 1422]
horoscope-sign: ବୃଷ: କାର୍ଯ୍ୟକ୍ଷେତ୍ରରେ ନୂଆ ଦାୟିତ୍ୱ ମିଳିବ। ସନ୍ତାନଙ୍କ ସଫଳତାରେ ଆନନ୍ଦ ମିଳିବ। ସମ୍ପତ୍ତି କିଣିବା ଯୋଜନା ସଫଳ ହେବ। ଅନାବଶ୍ୟକ ଖର୍ଚ୍ଚରୁ ଦୂରେଇ ରୁହନ୍ତୁ। [1132, 188, 1493, 226]
sofa-ad: Luxury Sofaset at sofa house near Ekamra Kanan on manufacturing price. Call: 9937090020. D-97572 [190, 1962, 365, 2025]
land-box-ad: 4 acres 17 guntha (Kataki) land for outright sale at BBSR-Puri NH- side, Teishipur, Pipili. Acre @ 62 lacs. Contact : 9438823759, 9937922999. D-96674 [190, 1745, 365, 1829]
column-1 [4, 322, 184, 2317]
classified-ad: Auction Car sale Maruti 800 OR05AC9224. Contact: Indusind Bank Ltd., Cuttack-9438361932. D-99543 [4, 500, 184, 550]
automobile-label: AUTOMOBILE [16, 447, 172, 469]
classified-ad: JK LAXMI Finance Pvt. Ltd. ଦ୍ୱାରା ସର୍ବସାଧାରଣ ପାଇଁ proof ଛଡା ଋଣ ₹ 10,00,000/- ଠାରୁ ₹ 5,00,00,000/- ପର୍ଯ୍ୟନ୍ତ। 07834832956, 07834832957. D-99325 [750, 44, 940, 121]
classified-ad: Indrani Finance ଘର, ଗାଡି, ବ୍ୟବସାୟ, ଚାକିରି ପାଇଁ ଋଣ। 07477421328, 9938604821, indranidas011@gmail.com. D-99235 [556, 1536, 741, 1593]
form-field-name[interactable]: ନାମ.................................... [14, 93, 157, 106]
marriage-wish-place: At-Rasulpur, Po-Odisha, Dist- Jagatsinghpur. [755, 782, 935, 793]
sale-heading-2: SALE [73, 815, 114, 833]
